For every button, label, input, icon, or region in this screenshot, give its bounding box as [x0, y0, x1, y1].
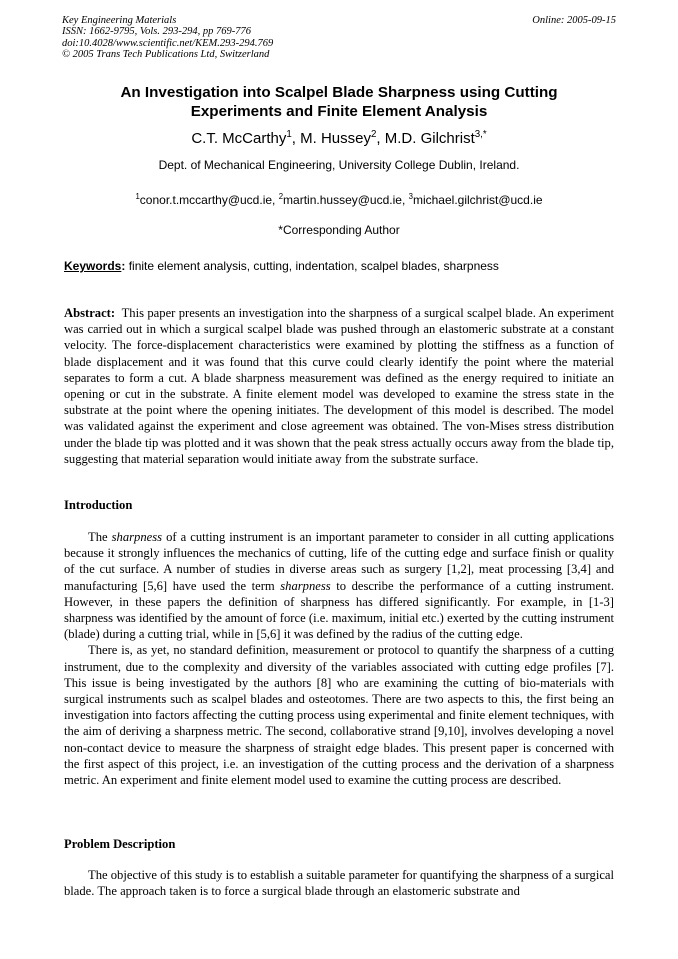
keywords-line: Keywords: finite element analysis, cutting, indentation, scalpel blades, sharpness: [64, 259, 499, 273]
abstract-text: This paper presents an investigation into the sharpness of a surgical scalpel blade. An experiment was carried out in which a surgical scalpel blade was pushed through an elastomeric substrate at a constant velocity. The force-displacement characteristics were examined by plotting the stiffness as a function of blade displacement and it was found that this curve could clearly identify the point where the material separates to form a cut. A blade sharpness measurement was defined as the energy required to initiate an opening or cut in the substrate. A finite element model was developed to examine the stress state in the substrate at the point where the opening initiates. The development of this model is described. The model was validated against the experiment and close agreement was obtained. The von-Mises stress distribution under the blade tip was plotted and it was shown that the peak stress actually occurs away from the blade tip, suggesting that material separation would initiate away from the substrate surface.: [64, 306, 614, 466]
keywords-label: Keywords: [64, 259, 122, 273]
corresponding-author-note: *Corresponding Author: [278, 223, 400, 237]
keywords-text: finite element analysis, cutting, indentation, scalpel blades, sharpness: [125, 259, 499, 273]
author-3: M.D. Gilchrist$^{3,*}$: [384, 129, 487, 147]
author-1: C.T. McCarthy$^1$,: [191, 129, 301, 147]
problem-paragraph-1: The objective of this study is to establish a suitable parameter for quantifying the sharpness of a surgical blade. The approach taken is to force a surgical blade through an elastomeric substrate and: [64, 868, 614, 899]
author-2: M. Hussey$^2$,: [300, 129, 385, 147]
journal-header: [62, 15, 616, 61]
problem-description-heading: Problem Description: [64, 837, 176, 851]
doi-line: doi:10.4028/www.scientific.net/KEM.293-294.769: [62, 37, 274, 49]
author-list: [40, 130, 638, 148]
online-date: Online: 2005-09-15: [532, 15, 616, 26]
introduction-heading: Introduction: [64, 498, 133, 512]
journal-name: Key Engineering Materials: [62, 15, 177, 26]
abstract-label: Abstract:: [64, 306, 116, 320]
copyright-line: © 2005 Trans Tech Publications Ltd, Switzerland: [62, 49, 270, 61]
intro-paragraph-2: There is, as yet, no standard definition, measurement or protocol to quantify the sharpness of a cutting instrument, due to the complexity and diversity of the variables associated with cutting edge profiles [7]. This issue is being investigated by the authors [8] who are examining the cutting of bio-materials with surgical instruments such as scalpel blades and osteotomes. There are two aspects to this, the first being an investigation into factors affecting the cutting process using experimental and finite element techniques, with the aim of deriving a sharpness metric. The second, collaborative strand [9,10], involves developing a novel non-contact device to measure the sharpness of straight edge blades. This present paper is concerned with the first aspect of this project, i.e. an investigation of the cutting process and the derivation of a sharpness metric. An experiment and finite element model used to examine the cutting process are described.: [64, 643, 614, 788]
problem-description-body: [64, 867, 614, 899]
author-emails: [40, 193, 638, 207]
email-2: $^2$martin.hussey@ucd.ie,: [278, 192, 409, 207]
paper-title: [80, 83, 598, 121]
affiliation: Dept. of Mechanical Engineering, University College Dublin, Ireland.: [158, 158, 520, 172]
abstract: [64, 305, 614, 467]
issn-line: ISSN: 1662-9795, Vols. 293-294, pp 769-776: [62, 26, 251, 38]
email-3: $^3$michael.gilchrist@ucd.ie: [408, 192, 543, 207]
intro-paragraph-1: The sharpness of a cutting instrument is an important parameter to consider in all cutting applications because it strongly influences the mechanics of cutting, life of the cutting edge and surface finish or quality of the cut surface. A number of studies in diverse areas such as surgery [1,2], meat processing [3,4] and manufacturing [5,6] have used the term sharpness to describe the performance of a cutting instrument. However, in these papers the definition of sharpness has differed significantly. For example, in [1-3] sharpness was identified by the amount of force (i.e. maximum, initial etc.) exerted by the cutting instrument (blade) during a cutting trial, while in [5,6] it was defined by the radius of the cutting edge.: [64, 530, 614, 642]
introduction-body: [64, 529, 614, 788]
email-1: $^1$conor.t.mccarthy@ucd.ie,: [135, 192, 279, 207]
title-line-2: Experiments and Finite Element Analysis: [190, 103, 488, 120]
title-line-1: An Investigation into Scalpel Blade Sharpness using Cutting: [120, 84, 558, 101]
